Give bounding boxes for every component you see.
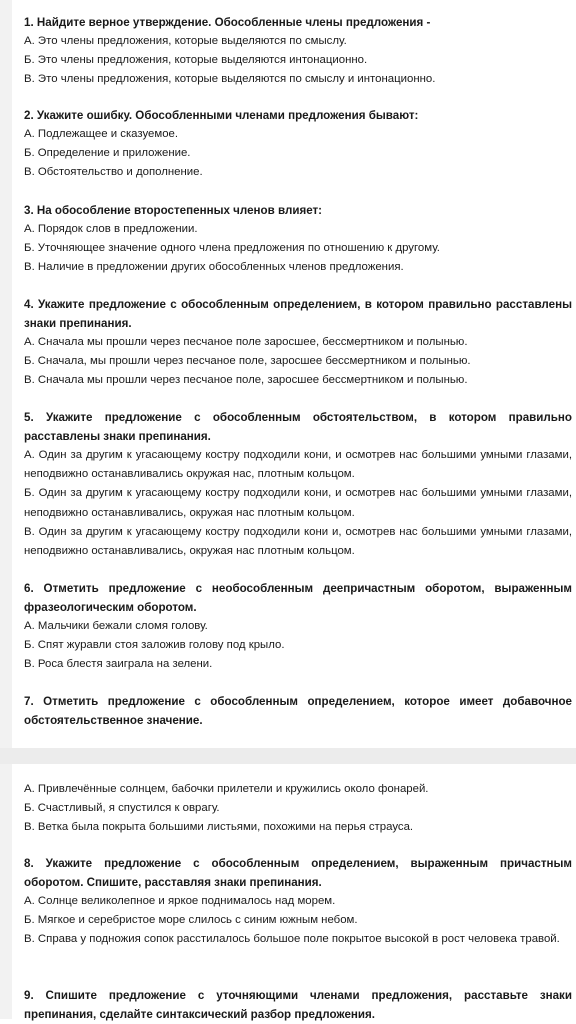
option-c: В. Справа у подножия сопок расстилалось большое поле покрытое высокой в рост человека травой. [24,933,560,946]
question-title: 1. Найдите верное утверждение. Обособленные члены предложения - [24,16,431,29]
option-a: А. Один за другим к угасающему костру подходили кони, и осмотрев нас большими умными глазами, неподвижно останавливались окружая нас, плотным кольцом. [24,449,572,481]
question-7 [24,692,572,730]
option-b: Б. Спят журавли стоя заложив голову под крыло. [24,639,285,652]
question-2 [24,106,572,183]
page-separator [0,748,576,764]
document-page-2 [12,764,576,1019]
option-c: В. Один за другим к угасающему костру подходили кони и, осмотрев нас большими умными глазами, неподвижно останавливались, окружая нас плотным кольцом. [24,525,572,558]
option-a: А. Сначала мы прошли через песчаное поле заросшее, бессмертником и полынью. [24,336,468,348]
option-a: А. Подлежащее и сказуемое. [24,128,179,140]
option-c: В. Ветка была покрыта большими листьями, похожими на перья страуса. [24,821,414,834]
option-a: А. Привлечённые солнцем, бабочки прилетели и кружились около фонарей. [24,783,429,795]
question-9 [24,986,572,1024]
question-1 [24,13,572,90]
question-8 [24,854,572,950]
question-title: 2. Укажите ошибку. Обособленными членами предложения бывают: [24,109,419,122]
question-title: 9. Спишите предложение с уточняющими членами предложения, расставьте знаки препинания, сделайте синтаксический разбор предложения. [24,989,572,1021]
option-b: Б. Один за другим к угасающему костру подходили кони, и осмотрев нас большими умными глазами, неподвижно останавливались, окружая нас плотным кольцом. [24,487,572,519]
option-a: А. Солнце великолепное и яркое поднималось над морем. [24,895,336,907]
question-6 [24,579,572,675]
option-c: В. Обстоятельство и дополнение. [24,166,203,179]
left-margin [0,0,12,1019]
option-c: В. Это члены предложения, которые выделяются по смыслу и интонационно. [24,73,436,86]
question-7-options [24,780,572,838]
option-b: Б. Сначала, мы прошли через песчаное поле, заросшее бессмертником и полынью. [24,355,471,368]
question-title: 7. Отметить предложение с обособленным определением, которое имеет добавочное обстоятельственное значение. [24,695,572,727]
question-5 [24,408,572,561]
document-page-1 [12,0,576,748]
question-3 [24,201,572,278]
question-title: 5. Укажите предложение с обособленным обстоятельством, в котором правильно расставлены знаки препинания. [24,411,572,443]
option-b: Б. Мягкое и серебристое море слилось с синим южным небом. [24,914,358,927]
question-title: 4. Укажите предложение с обособленным определением, в котором правильно расставлены знаки препинания. [24,298,572,330]
option-b: Б. Это члены предложения, которые выделяются интонационно. [24,54,368,67]
option-a: А. Порядок слов в предложении. [24,223,198,235]
option-b: Б. Определение и приложение. [24,147,191,160]
option-a: А. Это члены предложения, которые выделяются по смыслу. [24,35,347,47]
question-title: 3. На обособление второстепенных членов влияет: [24,204,323,217]
option-b: Б. Счастливый, я спустился к оврагу. [24,802,220,815]
option-b: Б. Уточняющее значение одного члена предложения по отношению к другому. [24,242,440,255]
option-a: А. Мальчики бежали сломя голову. [24,620,208,632]
question-4 [24,295,572,391]
question-title: 6. Отметить предложение с необособленным деепричастным оборотом, выраженным фразеологическим оборотом. [24,582,572,614]
option-c: В. Роса блестя заиграла на зелени. [24,658,213,671]
question-title: 8. Укажите предложение с обособленным определением, выраженным причастным оборотом. Спишите, расставляя знаки препинания. [24,857,572,889]
option-c: В. Наличие в предложении других обособленных членов предложения. [24,261,404,274]
option-c: В. Сначала мы прошли через песчаное поле, заросшее бессмертником и полынью. [24,374,468,387]
